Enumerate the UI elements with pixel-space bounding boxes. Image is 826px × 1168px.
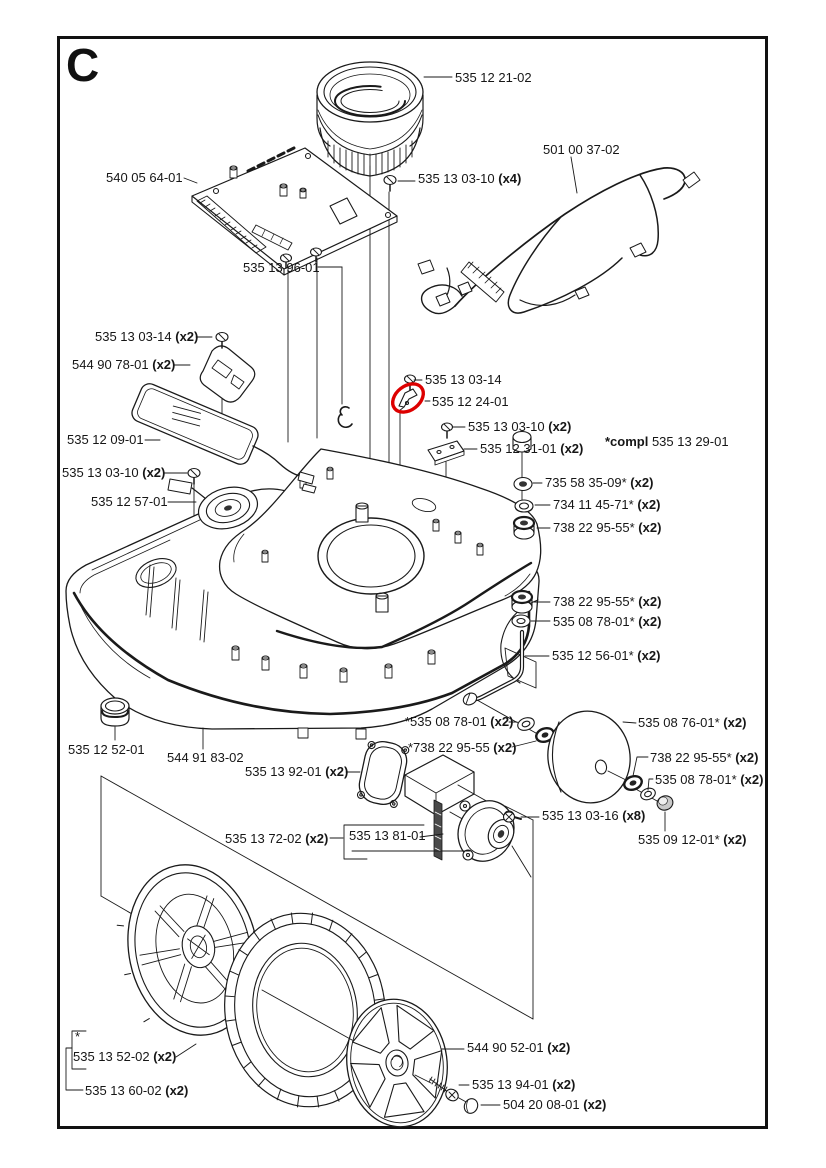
motor-screw: [504, 812, 522, 822]
cylinder-insert: [317, 62, 423, 176]
part-label-738-22-95-55-x2-c: 738 22 95-55* (x2): [650, 750, 759, 765]
section-letter: C: [66, 39, 100, 91]
part-label-535-13-03-14: 535 13 03-14: [425, 372, 502, 387]
part-label-535-12-21-02: 535 12 21-02: [455, 70, 532, 85]
part-label-544-90-52-01-x2: 544 90 52-01 (x2): [467, 1040, 571, 1055]
washer-stack-upper: [514, 478, 534, 540]
wiring-harness: [418, 168, 700, 314]
washer-stack-lower: [512, 591, 532, 627]
part-label-footnote-asterisk: *: [75, 1029, 81, 1044]
part-label-501-00-37-02: 501 00 37-02: [543, 142, 620, 157]
part-label-738-22-95-55-x2-star: *738 22 95-55 (x2): [408, 740, 517, 755]
circuit-board: [192, 148, 397, 275]
part-label-535-13-03-16-x8: 535 13 03-16 (x8): [542, 808, 646, 823]
part-label-544-90-78-01-x2: 544 90 78-01 (x2): [72, 357, 176, 372]
part-label-535-08-78-01-x2-b: 535 08 78-01* (x2): [655, 772, 764, 787]
part-label-540-05-64-01: 540 05 64-01: [106, 170, 183, 185]
part-label-535-13-03-10-x2-left: 535 13 03-10 (x2): [62, 465, 166, 480]
part-label-535-13-52-02-x2: 535 13 52-02 (x2): [73, 1049, 177, 1064]
s-hook: [338, 407, 352, 427]
mount-plate: [428, 441, 464, 465]
part-label-535-08-76-01-x2: 535 08 76-01* (x2): [638, 715, 747, 730]
part-label-535-13-96-01: 535 13 96-01: [243, 260, 320, 275]
part-label-535-13-81-01: 535 13 81-01: [349, 828, 426, 843]
part-label-535-13-03-14-x2: 535 13 03-14 (x2): [95, 329, 199, 344]
part-label-734-11-45-71-x2: 734 11 45-71* (x2): [553, 497, 661, 512]
gasket: [356, 738, 410, 808]
part-label-535-12-57-01: 535 12 57-01: [91, 494, 168, 509]
part-label-535-08-78-01-x2-star: *535 08 78-01 (x2): [405, 714, 514, 729]
part-label-735-58-35-09-x2: 735 58 35-09* (x2): [545, 475, 654, 490]
part-label-compl-535-13-29-01: *compl 535 13 29-01: [605, 434, 729, 449]
part-label-535-13-92-01-x2: 535 13 92-01 (x2): [245, 764, 349, 779]
part-label-504-20-08-01-x2: 504 20 08-01 (x2): [503, 1097, 607, 1112]
part-label-535-13-60-02-x2: 535 13 60-02 (x2): [85, 1083, 189, 1098]
plug-cap: [101, 698, 129, 726]
part-label-535-12-56-01-x2: 535 12 56-01* (x2): [552, 648, 661, 663]
part-label-535-13-03-10-x4: 535 13 03-10 (x4): [418, 171, 522, 186]
part-label-535-12-24-01: 535 12 24-01: [432, 394, 509, 409]
part-label-544-91-83-02: 544 91 83-02: [167, 750, 244, 765]
hubcap-washer: [462, 1096, 480, 1115]
part-label-738-22-95-55-x2-b: 738 22 95-55* (x2): [553, 594, 662, 609]
part-label-535-12-09-01: 535 12 09-01: [67, 432, 144, 447]
part-label-535-13-94-01-x2: 535 13 94-01 (x2): [472, 1077, 576, 1092]
part-label-738-22-95-55-x2-a: 738 22 95-55* (x2): [553, 520, 662, 535]
part-label-535-12-31-01-x2: 535 12 31-01 (x2): [480, 441, 584, 456]
part-label-535-08-78-01-x2-a: 535 08 78-01* (x2): [553, 614, 662, 629]
support-bracket: [200, 346, 255, 402]
part-label-535-12-52-01: 535 12 52-01: [68, 742, 145, 757]
part-label-535-13-03-10-x2-mid: 535 13 03-10 (x2): [468, 419, 572, 434]
part-label-535-09-12-01-x2: 535 09 12-01* (x2): [638, 832, 747, 847]
part-label-535-13-72-02-x2: 535 13 72-02 (x2): [225, 831, 329, 846]
